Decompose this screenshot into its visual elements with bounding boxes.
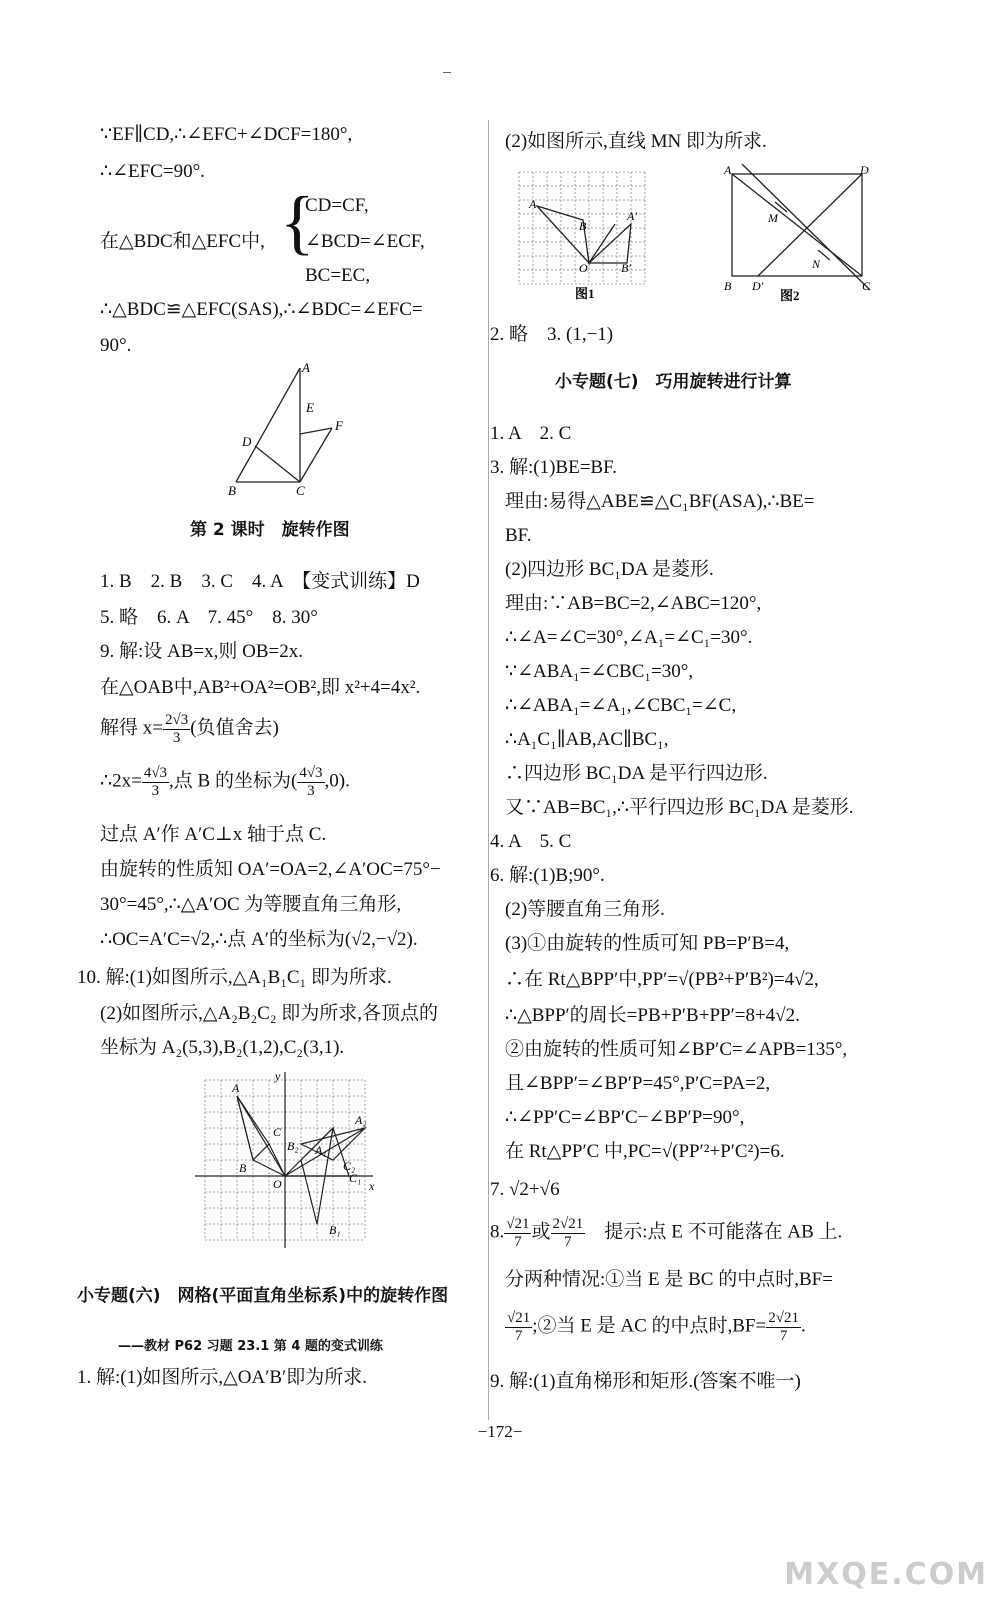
label-d: D [242,434,252,449]
label-o: O [579,261,588,275]
answer-line: ∵∠ABA₁=∠CBC₁=30°, [505,661,694,682]
label-b: B [579,219,587,233]
answer-line: 分两种情况:①当 E 是 BC 的中点时,BF= [505,1269,833,1290]
label-a-prime: A′ [627,209,637,223]
answer-line: 9. 解:设 AB=x,则 OB=2x. [100,641,303,662]
answer-line: 1. A 2. C [490,423,572,444]
fraction [504,1216,531,1250]
answer-line: 9. 解:(1)直角梯形和矩形.(答案不唯一) [490,1371,801,1392]
brace-symbol: { [280,182,315,262]
text: ,点 B 的坐标为( [169,770,298,792]
label-a: A [232,1081,240,1095]
answer-line: 10. 解:(1)如图所示,△A₁B₁C₁ 即为所求. [77,967,392,988]
label-a2: A₂ [355,1113,367,1127]
label-c2: C₂ [343,1159,356,1173]
answer-line [100,765,350,799]
fraction [766,1310,801,1344]
numerator: 2√21 [768,1310,799,1326]
fraction [297,765,324,799]
brace-line: ∠BCD=∠ECF, [305,231,425,252]
numerator: 4√3 [299,765,323,781]
label-a: A [302,360,310,375]
answer-line: 且∠BPP′=∠BP′P=45°,P′C=PA=2, [505,1073,771,1094]
label-d: D [860,164,869,177]
text: ;②当 E 是 AC 的中点时,BF= [532,1315,767,1337]
fraction [505,1310,532,1344]
fraction [142,765,169,799]
answer-line: 6. 解:(1)B;90°. [490,865,605,886]
label-d-prime: D′ [752,279,764,293]
answer-line: 过点 A′作 A′C⊥x 轴于点 C. [100,824,327,845]
text: ∴2x= [100,770,142,792]
answer-line [505,1310,806,1344]
answer-line: ∴△BPP′的周长=PB+P′B+PP′=8+4√2. [505,1005,800,1026]
label-x: x [369,1179,375,1193]
answer-line: 4. A 5. C [490,831,572,852]
line: 在△BDC和△EFC中, [100,231,265,252]
label-n: N [812,257,821,271]
answer-line: ∴∠A=∠C=30°,∠A₁=∠C₁=30°. [505,627,753,648]
line: ∵EF∥CD,∴∠EFC+∠DCF=180°, [100,124,353,145]
answer-line: 2. 略 3. (1,−1) [490,324,614,345]
answer-line: 7. √2+√6 [490,1179,560,1200]
answer-line: 理由:∵AB=BC=2,∠ABC=120°, [505,593,762,614]
answer-line: 1. B 2. B 3. C 4. A 【变式训练】D [100,571,420,592]
section-subtitle: ——教材 P62 习题 23.1 第 4 题的变式训练 [118,1339,383,1354]
grid-figure-1 [515,168,650,303]
text: 8. [490,1221,505,1243]
label-m: M [768,211,778,225]
answer-line: ∴OC=A′C=√2,∴点 A′的坐标为(√2,−√2). [100,929,418,950]
text: ,0). [324,770,350,792]
answer-line: (2)如图所示,直线 MN 即为所求. [505,131,767,152]
label-b: B [228,483,236,495]
text: . [800,1315,806,1337]
answer-line: 30°=45°,∴△A′OC 为等腰直角三角形, [100,894,402,915]
label-a: A [724,164,732,177]
brace-line: BC=EC, [305,265,371,286]
watermark: MXQE.COM [784,1557,988,1592]
denominator: 7 [514,1327,523,1344]
label-e: E [306,400,314,415]
answer-line: (2)四边形 BC₁DA 是菱形. [505,559,714,580]
top-mark [443,72,451,73]
numerator: √21 [507,1310,531,1326]
rectangle-figure-2 [720,164,880,304]
label-b-prime: B′ [621,261,631,275]
answer-line: ②由旋转的性质可知∠BP′C=∠APB=135°, [505,1039,848,1060]
answer-line: 在 Rt△PP′C 中,PC=√(PP′²+P′C²)=6. [505,1141,785,1162]
label-a: A [529,197,537,211]
numerator: √21 [506,1216,530,1232]
answer-line: (2)等腰直角三角形. [505,899,665,920]
denominator: 3 [307,782,315,799]
section-title: 第 2 课时 旋转作图 [190,520,350,540]
answer-line: 1. 解:(1)如图所示,△OA′B′即为所求. [77,1367,367,1388]
label-f: F [335,418,343,433]
denominator: 7 [564,1233,572,1250]
numerator: 2√3 [164,712,189,728]
answer-line: BF. [505,525,532,546]
answer-line: ∴∠ABA₁=∠A₁,∠CBC₁=∠C, [505,695,737,716]
fraction [551,1216,586,1250]
label-c1: C₁ [349,1171,362,1185]
answer-line: 5. 略 6. A 7. 45° 8. 30° [100,607,318,628]
line: 90°. [100,335,132,356]
label-b: B [724,279,732,293]
label-o: O [273,1177,282,1191]
label-b1: B₁ [329,1223,341,1237]
page-number: −172− [477,1422,523,1441]
denominator: 7 [779,1327,788,1344]
answer-line: ∴∠PP′C=∠BP′C−∠BP′P=90°, [505,1107,745,1128]
answer-line: ∴四边形 BC₁DA 是平行四边形. [505,763,768,784]
denominator: 3 [151,782,160,799]
text: 解得 x= [100,717,163,739]
line: ∴△BDC≌△EFC(SAS),∴∠BDC=∠EFC= [100,299,423,320]
column-divider [488,120,489,1420]
denominator: 3 [172,729,181,746]
answer-line: 理由:易得△ABE≌△C₁BF(ASA),∴BE= [505,491,815,512]
answer-line: (3)①由旋转的性质可知 PB=P′B=4, [505,933,790,954]
text: 提示:点 E 不可能落在 AB 上. [585,1221,843,1243]
brace-line: CD=CF, [305,195,369,216]
answer-line: 由旋转的性质知 OA′=OA=2,∠A′OC=75°− [100,859,441,880]
answer-line: 在△OAB中,AB²+OA²=OB²,即 x²+4=4x². [100,677,421,698]
section-title: 小专题(六) 网格(平面直角坐标系)中的旋转作图 [77,1286,449,1306]
label-y: y [275,1070,281,1083]
answer-line: 坐标为 A₂(5,3),B₂(1,2),C₂(3,1). [100,1037,345,1058]
figure-caption: 图1 [575,286,595,301]
label-b2: B₂ [287,1139,299,1153]
label-a1: A₁ [315,1143,327,1157]
numerator: 2√21 [552,1216,584,1232]
answer-line: ∴A₁C₁∥AB,AC∥BC₁, [505,729,669,750]
section-title: 小专题(七) 巧用旋转进行计算 [555,372,792,392]
figure-caption: 图2 [780,288,800,303]
line: ∴∠EFC=90°. [100,161,205,182]
fraction [163,712,190,746]
answer-line [100,712,279,746]
triangle-figure [220,360,400,495]
denominator: 7 [514,1233,522,1250]
answer-line: (2)如图所示,△A₂B₂C₂ 即为所求,各顶点的 [100,1003,438,1024]
answer-line [490,1216,842,1250]
answer-line: 3. 解:(1)BE=BF. [490,457,617,478]
answer-line: 又∵AB=BC₁,∴平行四边形 BC₁DA 是菱形. [505,797,854,818]
text: 或 [531,1221,551,1243]
text: (负值舍去) [190,717,279,739]
label-c: C [862,279,871,293]
label-c: C [296,483,305,495]
label-b: B [239,1161,247,1175]
answer-line: ∴在 Rt△BPP′中,PP′=√(PB²+P′B²)=4√2, [505,969,819,990]
numerator: 4√3 [143,765,168,781]
grid-figure [195,1070,385,1250]
label-c: C [273,1125,282,1139]
